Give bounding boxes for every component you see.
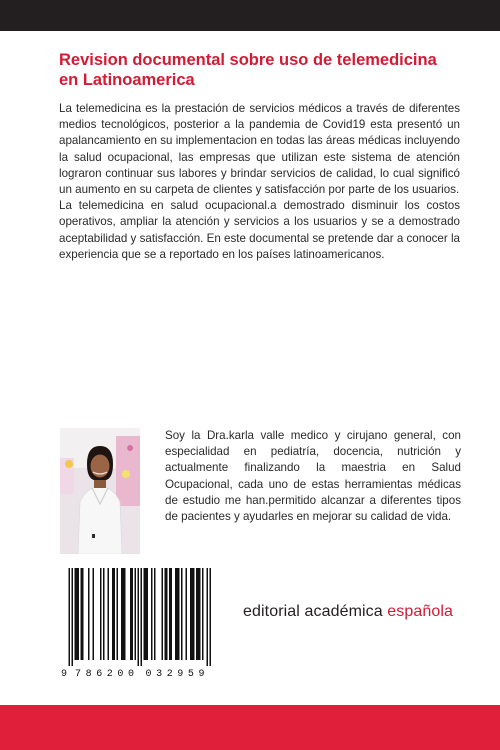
barcode-bar [121, 568, 126, 660]
barcode-bar [196, 568, 201, 660]
barcode-bar [93, 568, 95, 660]
publisher-main-text: editorial académica [243, 603, 388, 620]
isbn-barcode [60, 566, 220, 678]
barcode-bar [154, 568, 156, 660]
barcode-bar [117, 568, 119, 660]
barcode-bar [162, 568, 164, 660]
barcode-bar [190, 568, 195, 660]
author-photo-image [60, 428, 140, 554]
publisher-name [243, 603, 453, 621]
book-title: Revision documental sobre uso de telemedicina en Latinoamerica [59, 51, 437, 89]
barcode-bar [151, 568, 153, 660]
abstract-paragraph-2: La telemedicina en salud ocupacional.a demostrado disminuir los costos operativos, ampliar la atención y servicios a los usuarios y se a demostrado aceptabilidad y satisfacción. En este documental se pretende dar a conocer la experiencia que se a reportado en los países latinoamericanos. [59, 199, 460, 261]
abstract-paragraph-1: La telemedicina es la prestación de servicios médicos a través de diferentes medios tecnológicos, posterior a la pandemia de Covid19 esta presentó un apalancamiento en su implementacion en todas las áreas médicas incluyendo la salud ocupacional, las empresas que utilizan este sistema de atención lograron continuar sus labores y brindar servicios de calidad, lo cual significó un aumento en su carpeta de clientes y satisfacción por parte de los usuarios. [59, 102, 460, 197]
barcode-bar [69, 568, 71, 666]
bottom-red-band [0, 705, 500, 750]
barcode-bar [165, 568, 168, 660]
barcode-bar [202, 568, 204, 660]
barcode-bar [135, 568, 137, 660]
book-abstract [59, 101, 460, 263]
barcode-bar [181, 568, 183, 660]
barcode-bar [141, 568, 143, 666]
barcode-bar [130, 568, 133, 660]
barcode-bar [138, 568, 140, 666]
barcode-digit-group: 032959 [145, 669, 210, 678]
barcode-bar [103, 568, 105, 660]
barcode-graphic [60, 566, 220, 678]
barcode-bar [81, 568, 84, 660]
barcode-bar [75, 568, 80, 660]
publisher-accent-text: española [387, 603, 454, 620]
barcode-bar [175, 568, 180, 660]
barcode-digit-group: 786200 [75, 669, 139, 678]
barcode-bars [69, 568, 212, 666]
barcode-bar [207, 568, 209, 666]
author-photo [60, 428, 140, 554]
barcode-digit-group: 9 [61, 669, 68, 678]
barcode-bar [100, 568, 102, 660]
top-dark-band [0, 0, 500, 31]
author-bio: Soy la Dra.karla valle medico y cirujano general, con especialidad en pediatría, docencia, nutrición y actualmente finalizando la maestria en Salud Ocupacional, cada uno de estas herramientas médicas de estudio me han.permitido alcanzar a diferentes tipos de pacientes y ayudarles en mejorar su calidad de vida. [165, 429, 461, 524]
barcode-bar [88, 568, 90, 660]
barcode-bar [72, 568, 74, 666]
barcode-bar [169, 568, 172, 660]
barcode-bar [108, 568, 110, 660]
barcode-bar [210, 568, 212, 666]
barcode-digits [61, 669, 209, 678]
barcode-bar [186, 568, 188, 660]
barcode-bar [112, 568, 115, 660]
barcode-bar [144, 568, 149, 660]
